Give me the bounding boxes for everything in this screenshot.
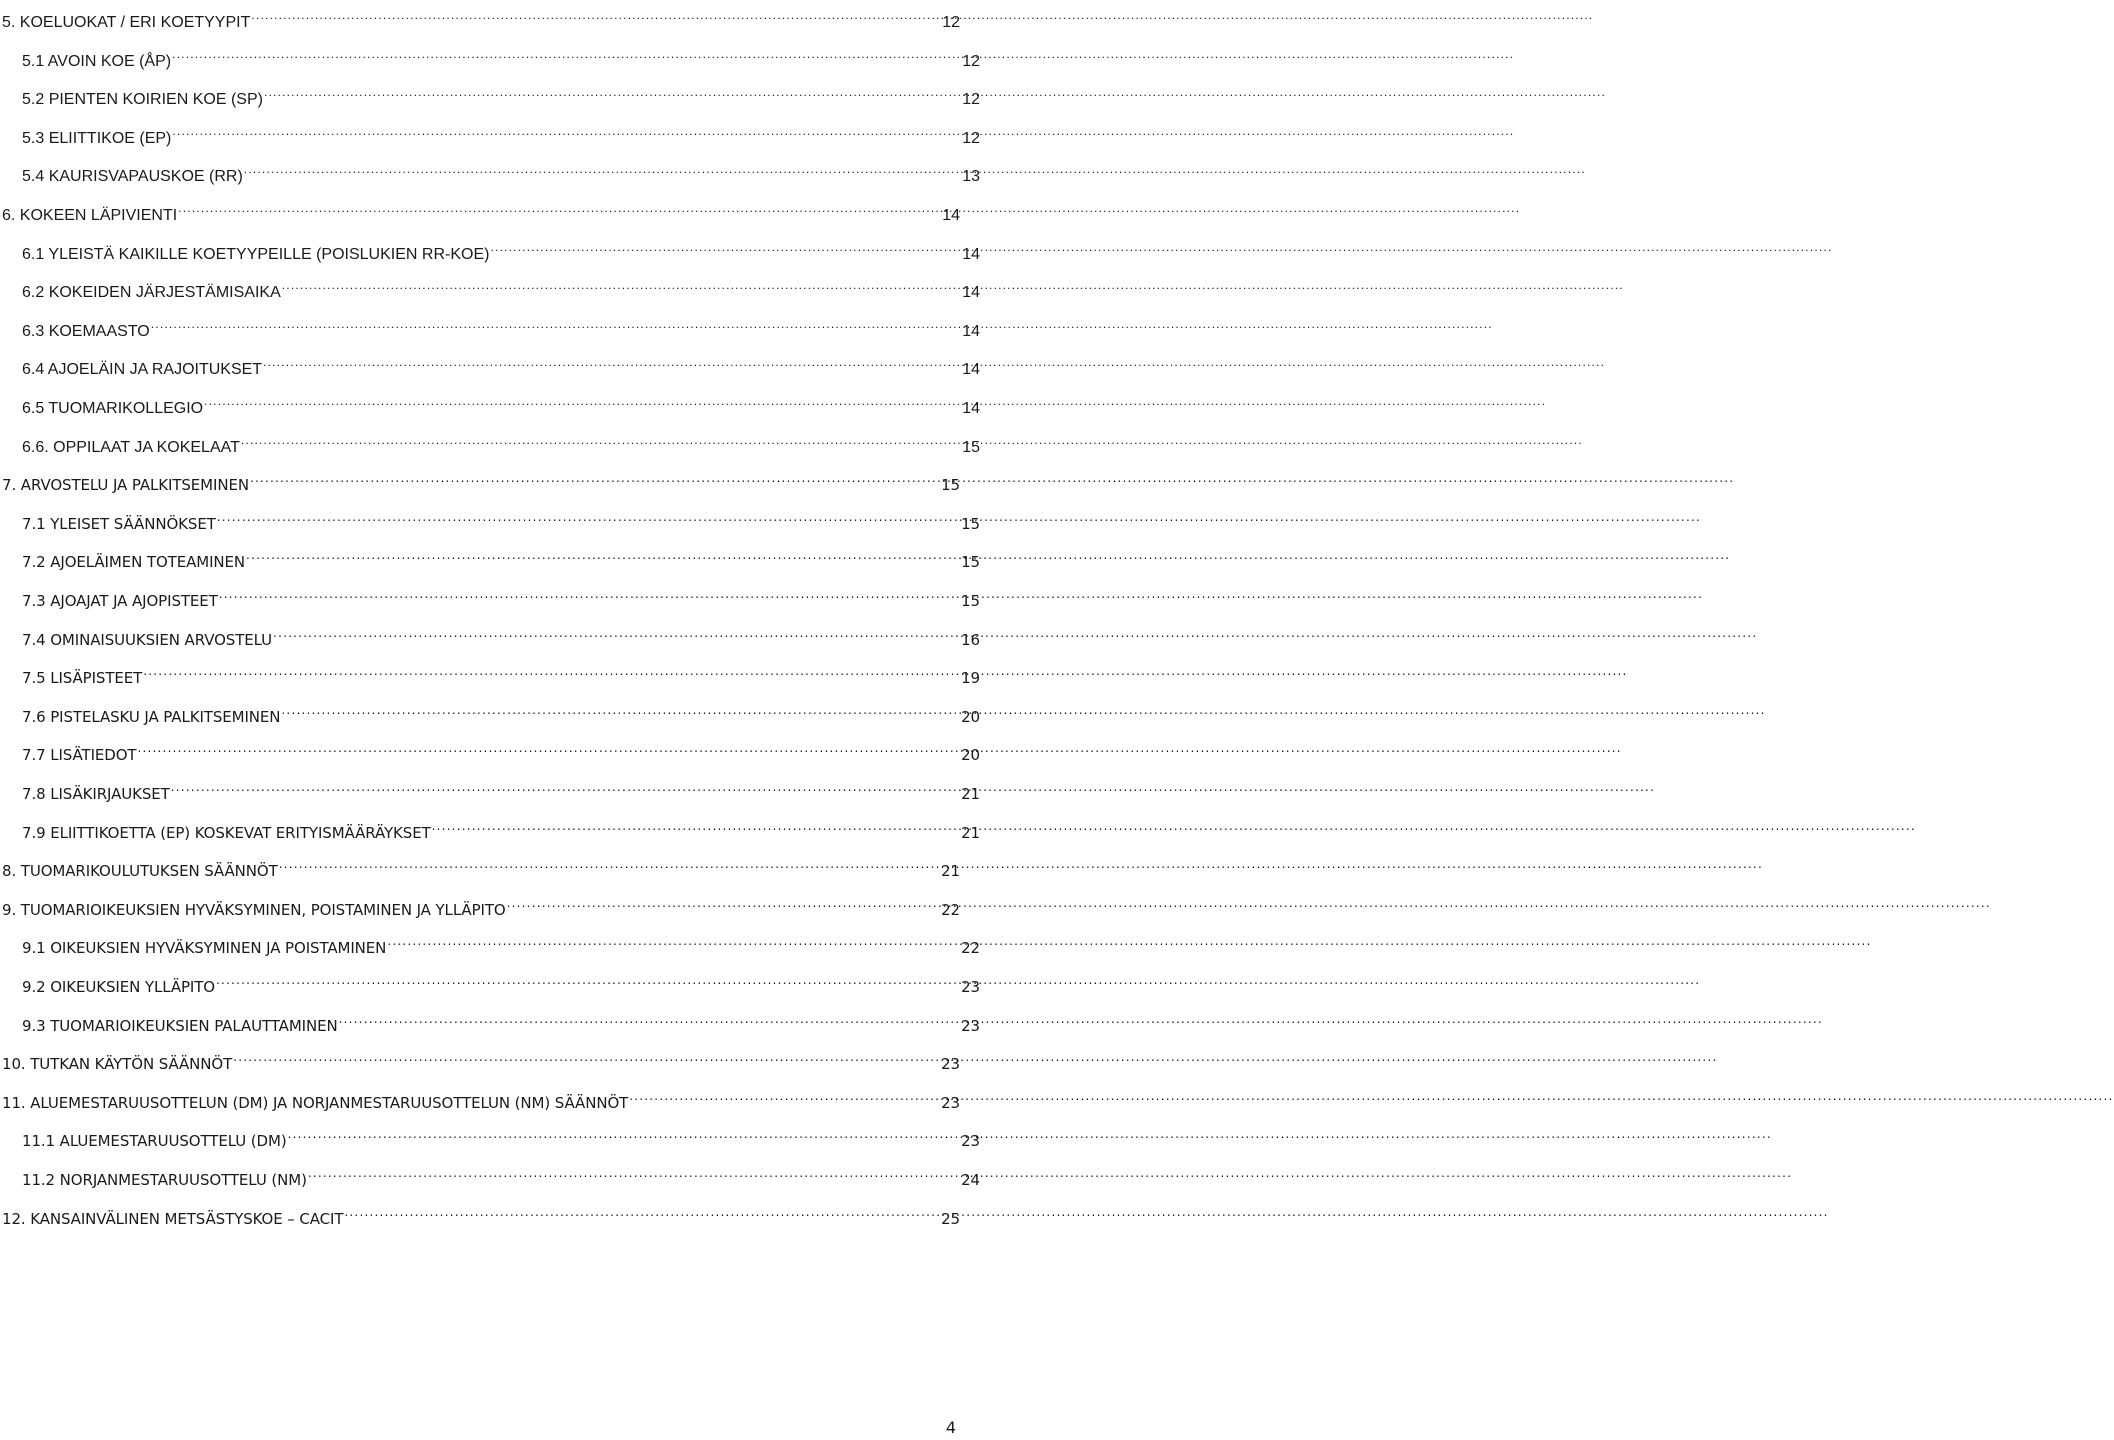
toc-entry[interactable] [0,541,980,572]
toc-entry-title: 9.1 OIKEUKSIEN HYVÄKSYMINEN JA POISTAMINEN [22,935,387,961]
toc-dot-leader [241,426,960,452]
toc-entry[interactable] [0,889,960,919]
toc-entry-page: 20 [959,742,980,768]
toc-entry[interactable] [0,657,980,688]
toc-dot-leader [279,850,939,876]
toc-dot-leader [172,117,960,143]
toc-dot-leader [387,927,959,953]
toc-entry[interactable] [0,580,980,610]
toc-entry[interactable] [0,387,980,417]
toc-entry-title: 7.3 AJOAJAT JA AJOPISTEET [22,588,219,614]
toc-dot-leader [308,1159,959,1185]
toc-dot-leader [171,773,959,799]
toc-entry-title: 11.1 ALUEMESTARUUSOTTELU (DM) [22,1128,288,1154]
toc-entry[interactable] [0,310,980,340]
toc-entry[interactable] [0,1120,980,1151]
toc-entry[interactable] [0,426,980,456]
toc-entry-page: 23 [939,1051,960,1077]
page-number: 4 [945,1418,956,1437]
toc-entry-title: 6.5 TUOMARIKOLLEGIO [22,396,204,422]
toc-dot-leader [172,40,960,66]
toc-entry[interactable] [0,773,980,803]
toc-entry[interactable] [0,155,980,186]
toc-dot-leader [339,1005,959,1031]
toc-entry-page: 12 [960,87,980,113]
toc-entry-page: 12 [960,49,980,75]
toc-dot-leader [246,541,959,567]
toc-entry-title: 5.4 KAURISVAPAUSKOE (RR) [22,164,244,190]
toc-entry-page: 14 [960,396,980,422]
toc-entry-title: 6.2 KOKEIDEN JÄRJESTÄMISAIKA [22,280,282,306]
toc-entry-title: 6. KOKEEN LÄPIVIENTI [2,203,178,229]
toc-entry-title: 9.3 TUOMARIOIKEUKSIEN PALAUTTAMINEN [22,1013,339,1039]
toc-entry-title: 7.5 LISÄPISTEET [22,665,143,691]
toc-dot-leader [216,966,959,992]
toc-entry[interactable] [0,812,980,842]
toc-entry[interactable] [0,78,980,109]
toc-entry-page: 14 [940,203,960,229]
toc-entry-page: 15 [959,588,980,614]
toc-entry[interactable] [0,1,960,31]
toc-dot-leader [490,233,960,259]
toc-entry-page: 24 [959,1167,980,1193]
toc-entry-page: 20 [959,704,980,730]
toc-entry-title: 7.4 OMINAISUUKSIEN ARVOSTELU [22,627,273,653]
toc-dot-leader [143,657,959,683]
toc-entry-title: 9. TUOMARIOIKEUKSIEN HYVÄKSYMINEN, POISTAMINEN JA YLLÄPITO [2,897,507,923]
toc-entry[interactable] [0,927,980,958]
toc-entry[interactable] [0,464,960,495]
toc-entry-title: 11.2 NORJANMESTARUUSOTTELU (NM) [22,1167,308,1193]
toc-entry-page: 12 [960,126,980,152]
toc-dot-leader [244,155,960,181]
toc-dot-leader [629,1082,939,1108]
toc-entry-title: 5.1 AVOIN KOE (ÅP) [22,49,172,75]
toc-entry-title: 6.4 AJOELÄIN JA RAJOITUKSET [22,357,263,383]
toc-entry-title: 11. ALUEMESTARUUSOTTELUN (DM) JA NORJANMESTARUUSOTTELUN (NM) SÄÄNNÖT [2,1090,629,1116]
toc-entry[interactable] [0,734,980,765]
toc-entry[interactable] [0,1198,960,1228]
toc-entry[interactable] [0,271,980,302]
toc-dot-leader [507,889,939,915]
toc-entry-page: 23 [959,1013,980,1039]
toc-entry-page: 21 [959,820,980,846]
toc-dot-leader [204,387,960,413]
toc-entry-page: 13 [960,164,980,190]
toc-entry-page: 23 [959,974,980,1000]
toc-dot-leader [233,1043,939,1069]
toc-entry-title: 7.1 YLEISET SÄÄNNÖKSET [22,511,217,537]
toc-entry-page: 22 [959,935,980,961]
toc-entry[interactable] [0,1082,960,1112]
toc-entry-title: 6.1 YLEISTÄ KAIKILLE KOETYYPEILLE (POISLUKIEN RR-KOE) [22,242,490,268]
toc-dot-leader [432,812,959,838]
toc-entry-page: 21 [959,781,980,807]
toc-entry[interactable] [0,1043,960,1074]
toc-entry-page: 16 [959,627,980,653]
toc-entry-page: 15 [959,549,980,575]
toc-entry-title: 6.3 KOEMAASTO [22,319,151,345]
toc-entry-page: 25 [939,1206,960,1232]
toc-dot-leader [273,619,959,645]
toc-entry[interactable] [0,619,980,649]
toc-entry-page: 14 [960,319,980,345]
toc-entry[interactable] [0,696,980,726]
toc-entry-title: 7.9 ELIITTIKOETTA (EP) KOSKEVAT ERITYISMÄÄRÄYKSET [22,820,432,846]
toc-dot-leader [264,78,960,104]
toc-entry-page: 21 [939,858,960,884]
toc-entry-title: 7.8 LISÄKIRJAUKSET [22,781,171,807]
toc-entry[interactable] [0,1159,980,1189]
toc-entry[interactable] [0,233,980,263]
toc-dot-leader [151,310,960,336]
toc-entry-title: 7.2 AJOELÄIMEN TOTEAMINEN [22,549,246,575]
toc-dot-leader [281,696,959,722]
toc-entry-title: 5. KOELUOKAT / ERI KOETYYPIT [2,10,251,36]
toc-entry-title: 7.6 PISTELASKU JA PALKITSEMINEN [22,704,281,730]
toc-entry-page: 14 [960,357,980,383]
toc-entry[interactable] [0,194,960,224]
toc-entry-title: 5.2 PIENTEN KOIRIEN KOE (SP) [22,87,264,113]
toc-entry-page: 14 [960,242,980,268]
toc-entry-title: 9.2 OIKEUKSIEN YLLÄPITO [22,974,216,1000]
toc-entry-page: 23 [939,1090,960,1116]
toc-dot-leader [282,271,960,297]
toc-dot-leader [137,734,959,760]
toc-entry-page: 14 [960,280,980,306]
toc-entry[interactable] [0,503,980,533]
toc-entry[interactable] [0,40,980,70]
toc-entry[interactable] [0,117,980,147]
toc-dot-leader [251,1,940,27]
toc-entry-title: 8. TUOMARIKOULUTUKSEN SÄÄNNÖT [2,858,279,884]
toc-entry-title: 12. KANSAINVÄLINEN METSÄSTYSKOE – CACIT [2,1206,344,1232]
toc-entry-page: 12 [940,10,960,36]
toc-entry-page: 15 [939,472,960,498]
toc-entry-title: 10. TUTKAN KÄYTÖN SÄÄNNÖT [2,1051,233,1077]
toc-dot-leader [178,194,940,220]
toc-entry-page: 22 [939,897,960,923]
toc-dot-leader [288,1120,960,1146]
toc-entry-title: 5.3 ELIITTIKOE (EP) [22,126,172,152]
toc-entry-title: 6.6. OPPILAAT JA KOKELAAT [22,435,241,461]
toc-dot-leader [217,503,959,529]
toc-entry[interactable] [0,348,980,379]
toc-entry-page: 15 [960,435,980,461]
toc-entry-title: 7.7 LISÄTIEDOT [22,742,137,768]
toc-entry[interactable] [0,966,980,996]
toc-dot-leader [219,580,959,606]
toc-entry-page: 15 [959,511,980,537]
toc-dot-leader [344,1198,939,1224]
toc-entry-title: 7. ARVOSTELU JA PALKITSEMINEN [2,472,250,498]
toc-entry-page: 23 [959,1128,980,1154]
toc-entry[interactable] [0,1005,980,1035]
toc-dot-leader [250,464,939,490]
toc-dot-leader [263,348,960,374]
toc-entry[interactable] [0,850,960,881]
toc-entry-page: 19 [959,665,980,691]
